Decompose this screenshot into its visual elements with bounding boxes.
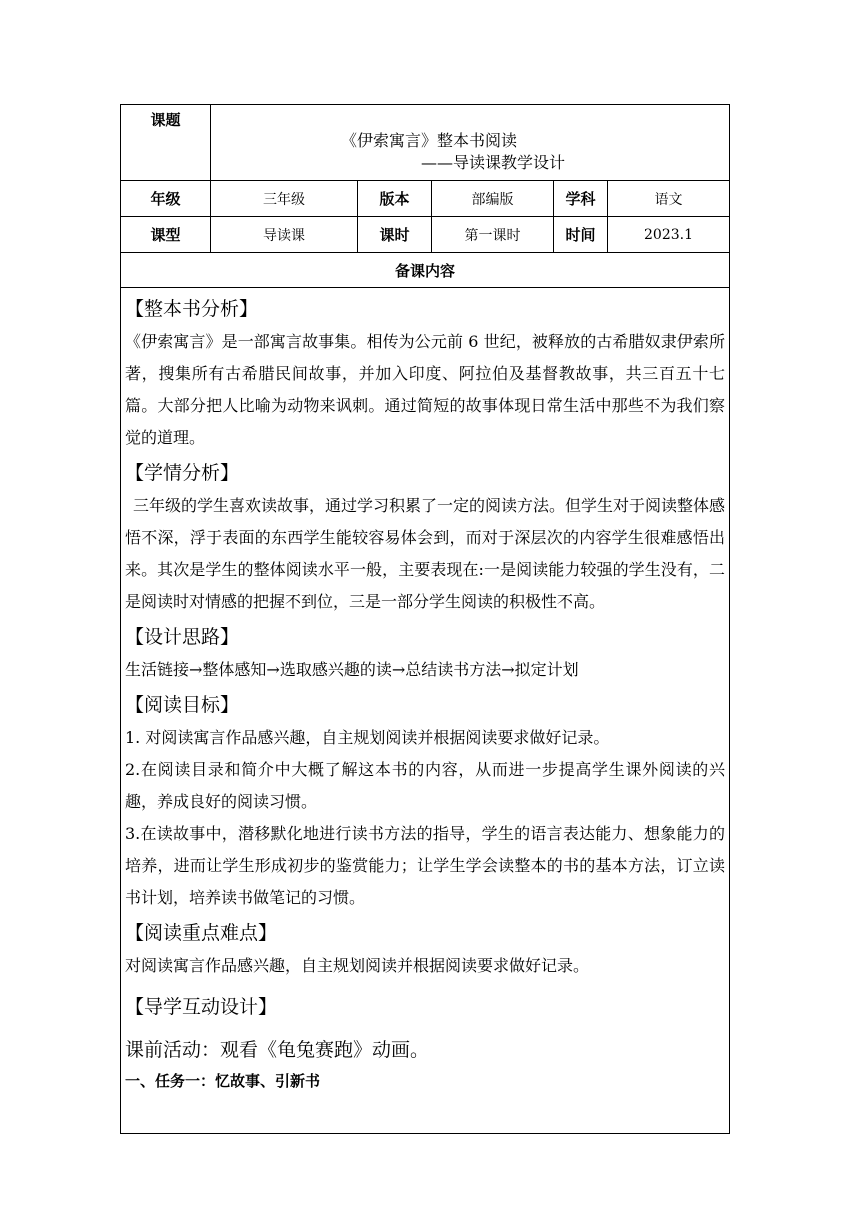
lesson-title-line1: 《伊索寓言》整本书阅读 (341, 130, 518, 150)
time-value: 2023.1 (608, 217, 730, 253)
student-analysis-text: 三年级的学生喜欢读故事，通过学习积累了一定的阅读方法。但学生对于阅读整体感悟不深，浮于表面的东西学生能较容易体会到，而对于深层次的内容学生很难感悟出来。其次是学生的整体阅读水平一般，主要表现在:一是阅读能力较强的学生没有，二是阅读时对情感的把握不到位，三是一部分学生阅读的积极性不高。 (125, 496, 726, 611)
section-heading-student-analysis: 【学情分析】 (125, 462, 240, 484)
design-idea-text: 生活链接→整体感知→选取感兴趣的读→总结读书方法→拟定计划 (125, 660, 579, 679)
type-label: 课型 (121, 217, 211, 253)
prep-content-header: 备课内容 (121, 253, 730, 288)
grade-label: 年级 (121, 181, 211, 217)
subject-value: 语文 (608, 181, 730, 217)
edition-label: 版本 (358, 181, 432, 217)
lesson-title-line2: ——导读课教学设计 (421, 152, 566, 172)
section-heading-interactive-design: 【导学互动设计】 (125, 996, 278, 1018)
prep-content-body (121, 288, 730, 1134)
section-heading-book-analysis: 【整本书分析】 (125, 298, 259, 320)
time-label: 时间 (554, 217, 608, 253)
reading-goal-1: 1. 对阅读寓言作品感兴趣，自主规划阅读并根据阅读要求做好记录。 (125, 728, 610, 747)
period-label: 课时 (358, 217, 432, 253)
lesson-plan-table (120, 104, 730, 1134)
topic-label: 课题 (121, 105, 211, 181)
lesson-title (211, 105, 730, 181)
edition-value: 部编版 (432, 181, 554, 217)
key-points-text: 对阅读寓言作品感兴趣，自主规划阅读并根据阅读要求做好记录。 (125, 956, 590, 975)
period-value: 第一课时 (432, 217, 554, 253)
task-one-heading: 一、任务一：忆故事、引新书 (125, 1072, 321, 1090)
type-value: 导读课 (211, 217, 358, 253)
section-heading-key-points: 【阅读重点难点】 (125, 922, 278, 944)
reading-goal-2: 2.在阅读目录和简介中大概了解这本书的内容，从而进一步提高学生课外阅读的兴趣，养成良好的阅读习惯。 (125, 760, 726, 811)
grade-value: 三年级 (211, 181, 358, 217)
subject-label: 学科 (554, 181, 608, 217)
pre-class-activity: 课前活动：观看《龟兔赛跑》动画。 (125, 1039, 430, 1061)
section-heading-reading-goals: 【阅读目标】 (125, 694, 240, 716)
section-heading-design-idea: 【设计思路】 (125, 626, 240, 648)
reading-goal-3: 3.在读故事中，潜移默化地进行读书方法的指导，学生的语言表达能力、想象能力的培养，进而让学生形成初步的鉴赏能力；让学生学会读整本的书的基本方法，订立读书计划，培养读书做笔记的习惯。 (125, 824, 726, 907)
book-analysis-text: 《伊索寓言》是一部寓言故事集。相传为公元前 6 世纪，被释放的古希腊奴隶伊索所著，搜集所有古希腊民间故事，并加入印度、阿拉伯及基督教故事，共三百五十七篇。大部分把人比喻为动物来讽刺。通过简短的故事体现日常生活中那些不为我们察觉的道理。 (125, 332, 726, 447)
